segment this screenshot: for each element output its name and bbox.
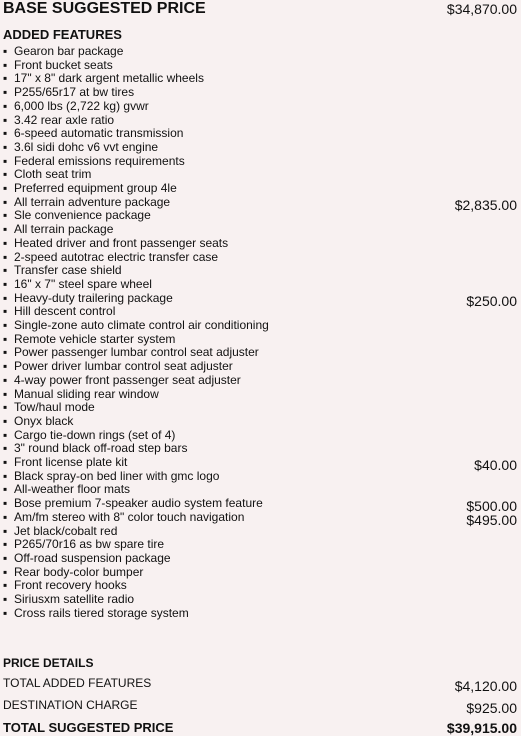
feature-label: [3, 414, 73, 428]
bullet-icon: ▪: [3, 496, 8, 511]
feature-label: [3, 359, 233, 373]
feature-text: Hill descent control: [14, 304, 116, 319]
feature-label: [3, 291, 173, 305]
bullet-icon: ▪: [3, 85, 8, 100]
bullet-icon: ▪: [3, 263, 8, 278]
bullet-icon: ▪: [3, 126, 8, 141]
bullet-icon: ▪: [3, 112, 8, 127]
feature-label: [3, 606, 189, 620]
feature-label: [3, 113, 114, 127]
feature-label: [3, 318, 269, 332]
feature-text: All terrain package: [14, 222, 114, 237]
feature-text: 3.6l sidi dohc v6 vvt engine: [14, 139, 159, 154]
price-details-title: PRICE DETAILS: [3, 656, 94, 670]
bullet-icon: ▪: [3, 57, 8, 72]
feature-label: [3, 263, 122, 277]
feature-text: Siriusxm satellite radio: [14, 592, 135, 606]
feature-label: [3, 167, 91, 181]
feature-text: Power driver lumbar control seat adjuster: [14, 359, 233, 374]
feature-text: 6,000 lbs (2,722 kg) gvwr: [14, 98, 149, 113]
total-suggested-price-label: TOTAL SUGGESTED PRICE: [3, 720, 174, 735]
feature-text: P265/70r16 as bw spare tire: [14, 537, 165, 552]
feature-text: All terrain adventure package: [14, 194, 171, 209]
base-price-row: [0, 0, 521, 18]
feature-label: [3, 482, 130, 496]
feature-label: [3, 441, 187, 455]
feature-text: Bose premium 7-speaker audio system feature: [14, 496, 263, 511]
feature-label: [3, 400, 95, 414]
destination-charge-value: $925.00: [466, 700, 517, 716]
bullet-icon: ▪: [3, 331, 8, 346]
feature-text: Sle convenience package: [14, 208, 151, 223]
feature-text: Remote vehicle starter system: [14, 331, 176, 346]
feature-text: Front license plate kit: [14, 455, 128, 469]
feature-label: [3, 373, 241, 387]
bullet-icon: ▪: [3, 359, 8, 374]
bullet-icon: ▪: [3, 71, 8, 86]
feature-row: [0, 606, 521, 622]
total-suggested-price-value: $39,915.00: [446, 720, 517, 736]
feature-label: [3, 99, 149, 113]
bullet-icon: ▪: [3, 605, 8, 620]
feature-price: $40.00: [474, 457, 517, 473]
feature-text: Off-road suspension package: [14, 550, 171, 565]
bullet-icon: ▪: [3, 318, 8, 332]
bullet-icon: ▪: [3, 208, 8, 223]
bullet-icon: ▪: [3, 523, 8, 538]
bullet-icon: ▪: [3, 181, 8, 195]
bullet-icon: ▪: [3, 413, 8, 428]
feature-price: $500.00: [466, 498, 517, 515]
feature-label: [3, 565, 143, 579]
feature-text: Federal emissions requirements: [14, 153, 185, 168]
feature-text: Heavy-duty trailering package: [14, 290, 173, 305]
feature-label: [3, 537, 164, 551]
bullet-icon: ▪: [3, 578, 8, 593]
total-added-features-label: TOTAL ADDED FEATURES: [3, 676, 152, 690]
base-price-label: BASE SUGGESTED PRICE: [3, 0, 206, 17]
feature-label: [3, 85, 134, 99]
feature-price: $495.00: [466, 511, 517, 528]
feature-text: Gearon bar package: [14, 44, 124, 58]
bullet-icon: ▪: [3, 455, 8, 469]
bullet-icon: ▪: [3, 235, 8, 250]
feature-label: [3, 428, 175, 442]
feature-label: [3, 510, 244, 524]
feature-text: Single-zone auto climate control air conditioning: [14, 318, 269, 332]
bullet-icon: ▪: [3, 550, 8, 565]
bullet-icon: ▪: [3, 509, 8, 524]
feature-text: 3.42 rear axle ratio: [14, 112, 115, 127]
bullet-icon: ▪: [3, 290, 8, 305]
feature-text: Black spray-on bed liner with gmc logo: [14, 468, 220, 483]
added-features-title: ADDED FEATURES: [3, 27, 122, 42]
feature-label: [3, 455, 127, 469]
bullet-icon: ▪: [3, 441, 8, 456]
feature-text: All-weather floor mats: [14, 482, 131, 497]
destination-charge-row: [0, 698, 521, 714]
feature-label: [3, 154, 185, 168]
feature-text: Front recovery hooks: [14, 578, 127, 593]
bullet-icon: ▪: [3, 345, 8, 360]
feature-text: 4-way power front passenger seat adjuster: [14, 372, 241, 387]
feature-text: Cargo tie-down rings (set of 4): [14, 427, 176, 442]
bullet-icon: ▪: [3, 222, 8, 237]
bullet-icon: ▪: [3, 386, 8, 401]
total-added-features-value: $4,120.00: [454, 678, 517, 694]
feature-label: [3, 345, 259, 359]
feature-text: 2-speed autotrac electric transfer case: [14, 249, 219, 264]
bullet-icon: ▪: [3, 372, 8, 387]
bullet-icon: ▪: [3, 167, 8, 182]
feature-text: Cloth seat trim: [14, 167, 92, 182]
feature-text: Front bucket seats: [14, 57, 113, 72]
feature-label: [3, 58, 113, 72]
bullet-icon: ▪: [3, 537, 8, 552]
feature-label: [3, 332, 175, 346]
bullet-icon: ▪: [3, 427, 8, 442]
feature-text: Heated driver and front passenger seats: [14, 235, 229, 250]
feature-label: [3, 222, 113, 236]
feature-label: [3, 277, 152, 291]
bullet-icon: ▪: [3, 482, 8, 497]
feature-text: Onyx black: [14, 413, 74, 428]
feature-price: $2,835.00: [454, 196, 517, 213]
feature-text: Rear body-color bumper: [14, 564, 144, 579]
feature-text: Manual sliding rear window: [14, 386, 159, 401]
feature-text: Jet black/cobalt red: [14, 523, 118, 538]
feature-label: [3, 469, 219, 483]
feature-label: [3, 181, 177, 195]
feature-label: [3, 236, 228, 250]
bullet-icon: ▪: [3, 400, 8, 415]
bullet-icon: ▪: [3, 468, 8, 483]
bullet-icon: ▪: [3, 592, 8, 606]
feature-label: [3, 208, 151, 222]
bullet-icon: ▪: [3, 304, 8, 319]
bullet-icon: ▪: [3, 194, 8, 209]
bullet-icon: ▪: [3, 44, 8, 58]
bullet-icon: ▪: [3, 564, 8, 579]
feature-text: 17" x 8" dark argent metallic wheels: [14, 71, 204, 86]
bullet-icon: ▪: [3, 139, 8, 154]
bullet-icon: ▪: [3, 276, 8, 291]
bullet-icon: ▪: [3, 98, 8, 113]
feature-text: 3" round black off-road step bars: [14, 441, 188, 456]
feature-text: 16" x 7" steel spare wheel: [14, 276, 152, 291]
feature-text: Preferred equipment group 4le: [14, 181, 177, 195]
feature-label: [3, 387, 159, 401]
feature-label: [3, 71, 204, 85]
feature-label: [3, 524, 117, 538]
destination-charge-label: DESTINATION CHARGE: [3, 698, 138, 712]
feature-text: P255/65r17 at bw tires: [14, 85, 135, 100]
feature-text: 6-speed automatic transmission: [14, 126, 184, 141]
feature-label: [3, 250, 218, 264]
feature-label: [3, 551, 171, 565]
feature-label: [3, 592, 134, 606]
feature-label: [3, 44, 123, 58]
feature-text: Tow/haul mode: [14, 400, 95, 415]
feature-label: [3, 126, 183, 140]
feature-text: Transfer case shield: [14, 263, 122, 278]
total-added-features-row: [0, 676, 521, 692]
total-suggested-price-row: [0, 720, 521, 736]
base-price-value: $34,870.00: [446, 1, 517, 17]
feature-label: [3, 578, 127, 592]
bullet-icon: ▪: [3, 249, 8, 264]
feature-text: Am/fm stereo with 8" color touch navigation: [14, 509, 245, 524]
feature-text: Power passenger lumbar control seat adjuster: [14, 345, 259, 360]
feature-label: [3, 195, 170, 209]
bullet-icon: ▪: [3, 153, 8, 168]
feature-label: [3, 140, 158, 154]
feature-price: $250.00: [466, 292, 517, 309]
feature-text: Cross rails tiered storage system: [14, 605, 189, 620]
feature-label: [3, 496, 263, 510]
feature-label: [3, 304, 115, 318]
